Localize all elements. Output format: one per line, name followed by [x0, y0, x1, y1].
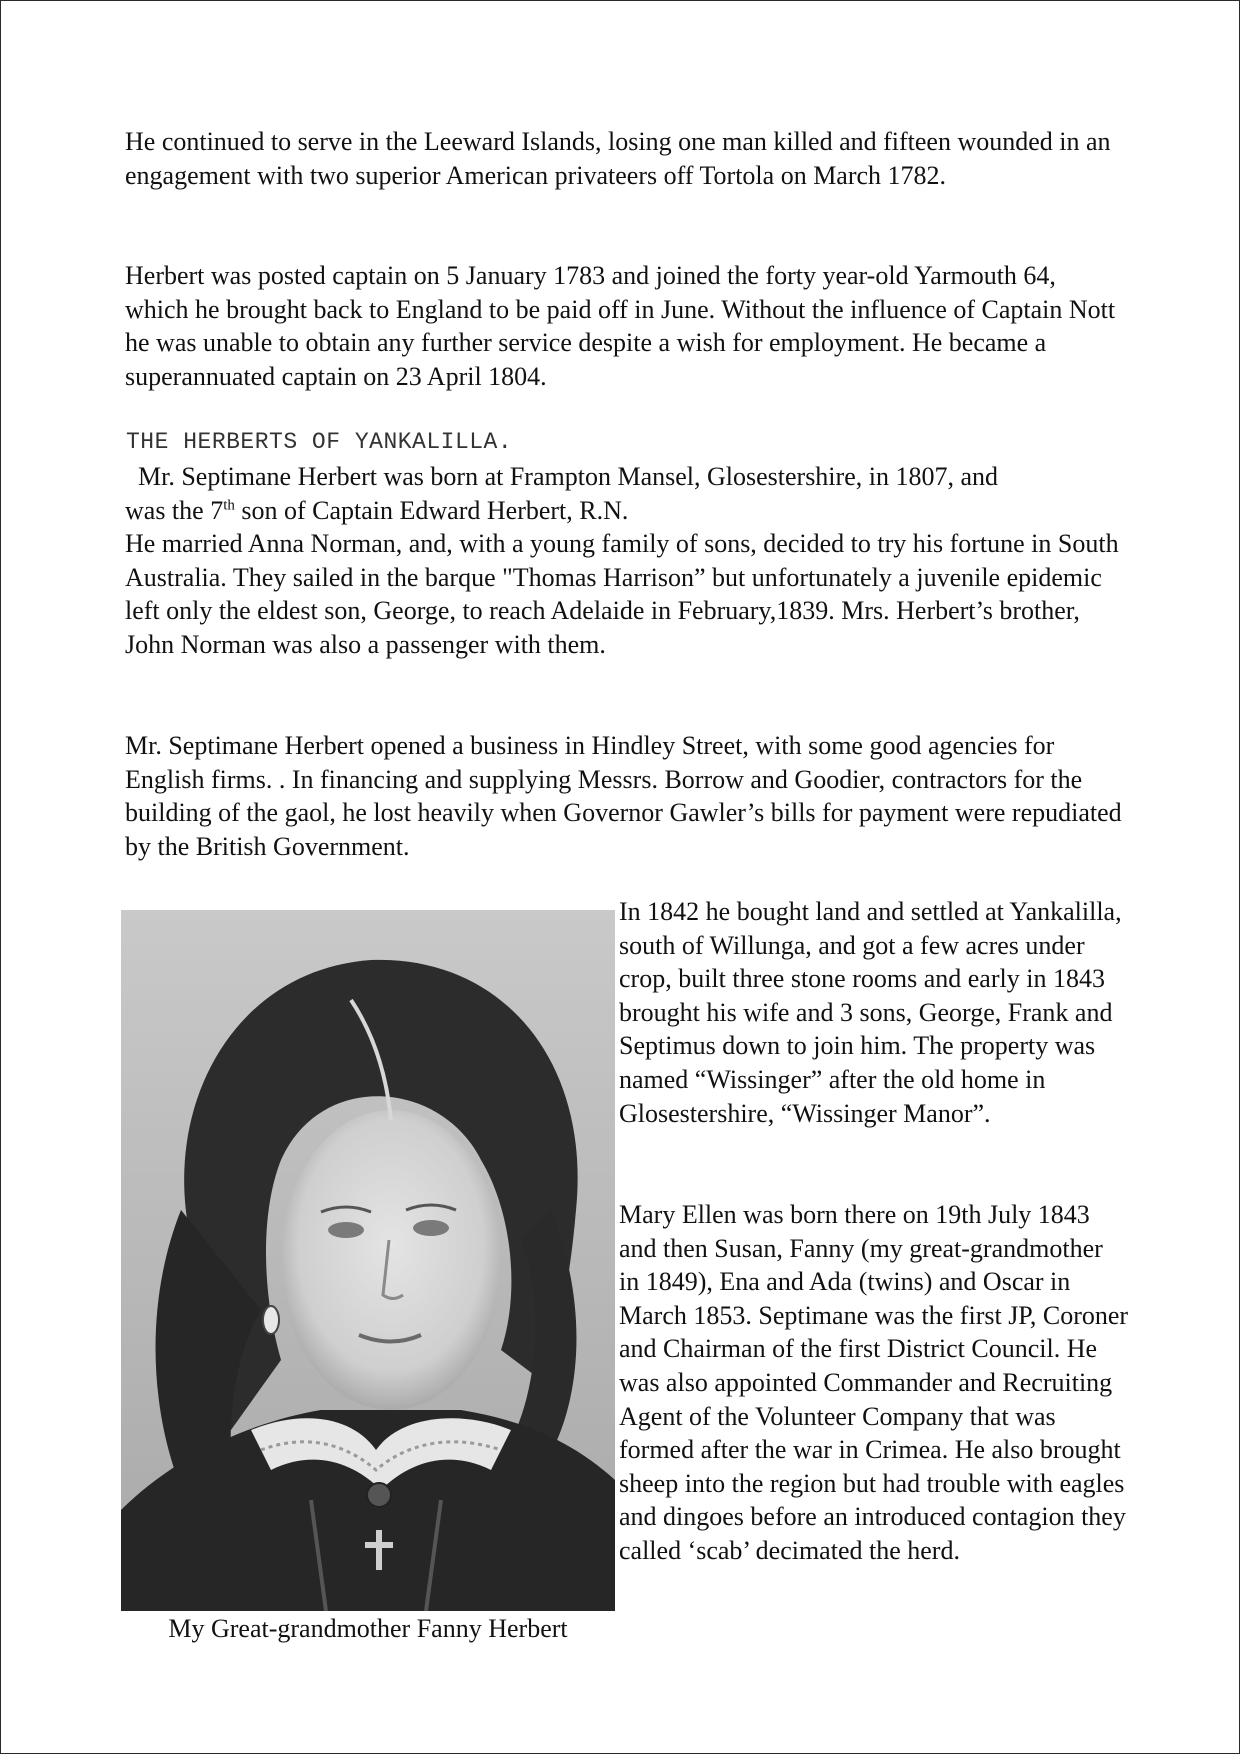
- paragraph-line-text: was the 7: [125, 495, 224, 525]
- paragraph-mary-ellen: Mary Ellen was born there on 19th July 1843 and then Susan, Fanny (my great-grandmother in 1849), Ena and Ada (twins) and Oscar in March 1853. Septimane was the first JP, Coroner and Chairman of the first District Council. He was also appointed Commander and Recruiting Agent of the Volunteer Company that was formed after the war in Crimea. He also brought sheep into the region but had trouble with eagles and dingoes before an introduced contagion they called ‘scab’ decimated the herd.: [619, 1200, 1129, 1565]
- paragraph-line-text: Mr. Septimane Herbert was born at Frampton Mansel, Glosestershire, in 1807, and: [138, 462, 998, 491]
- paragraph-posted-captain: Herbert was posted captain on 5 January 1783 and joined the forty year-old Yarmouth 64, which he brought back to England to be paid off in June. Without the influence of Captain Nott he was unable to obtain any further service despite a wish for employment. He became a superannuated captain on 23 April 1804.: [125, 261, 1116, 391]
- paragraph-line: He married Anna Norman, and, with a young family of sons, decided to try his fortune in South Australia. They sailed in the barque "Thomas Harrison” but unfortunately a juvenile epidemic left only the eldest son, George, to reach Adelaide in February,1839. Mrs. Herbert’s brother, John Norman was also a passenger with them.: [125, 529, 1119, 659]
- portrait-photo: [121, 910, 615, 1611]
- paragraph-septimane-herbert: [125, 460, 1125, 662]
- section-heading: THE HERBERTS OF YANKALILLA.: [126, 429, 513, 455]
- paragraph-line: [125, 494, 1125, 528]
- ordinal-suffix: th: [223, 496, 235, 513]
- photo-caption: My Great-grandmother Fanny Herbert: [168, 1614, 568, 1643]
- paragraph-line-text: son of Captain Edward Herbert, R.N.: [234, 495, 629, 525]
- paragraph-hindley-street: Mr. Septimane Herbert opened a business in Hindley Street, with some good agencies for English firms. . In financing and supplying Messrs. Borrow and Goodier, contractors for the building of the gaol, he lost heavily when Governor Gawler’s bills for payment were repudiated by the British Government.: [125, 731, 1122, 861]
- paragraph-yankalilla-settlement: In 1842 he bought land and settled at Yankalilla, south of Willunga, and got a few acres under crop, built three stone rooms and early in 1843 brought his wife and 3 sons, George, Frank and Septimus down to join him. The property was named “Wissinger” after the old home in Glosestershire, “Wissinger Manor”.: [619, 897, 1122, 1128]
- paragraph-leeward-islands: He continued to serve in the Leeward Islands, losing one man killed and fifteen wounded in an engagement with two superior American privateers off Tortola on March 1782.: [125, 127, 1111, 190]
- paragraph-line: [125, 460, 1125, 494]
